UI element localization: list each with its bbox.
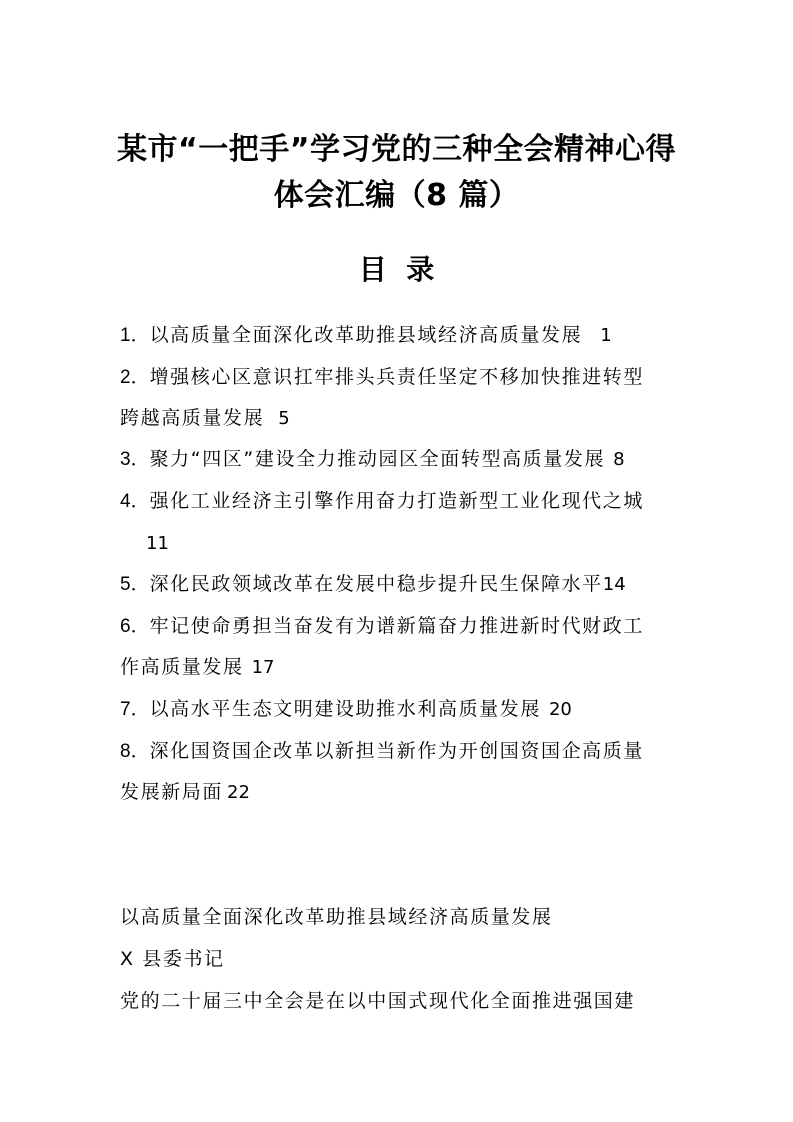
toc-entry-number: 1． <box>120 325 150 346</box>
toc-entry-title: 以高质量全面深化改革助推县域经济高质量发展 <box>149 324 583 346</box>
document-title-line-2: 体会汇编（8 篇） <box>273 178 520 213</box>
toc-entry-page: 17 <box>251 657 275 678</box>
toc-entry-title-line-1: 牢记使命勇担当奋发有为谱新篇奋力推进新时代财政工 <box>149 615 644 637</box>
toc-entry-title: 强化工业经济主引擎作用奋力打造新型工业化现代之城 <box>149 490 644 512</box>
toc-entry-6[interactable] <box>120 613 644 640</box>
toc-entry-page: 1 <box>600 325 612 346</box>
toc-entry-7[interactable] <box>120 696 572 723</box>
toc-entry-number: 2． <box>120 367 150 388</box>
toc-entry-8-continued[interactable] <box>120 779 250 806</box>
toc-entry-2-continued[interactable] <box>120 405 290 432</box>
toc-entry-page: 11 <box>146 533 169 554</box>
toc-entry-3[interactable] <box>120 446 625 473</box>
toc-entry-page: 14 <box>602 574 626 595</box>
toc-entry-number: 5． <box>120 574 150 595</box>
toc-entry-page: 22 <box>227 782 250 803</box>
toc-entry-6-continued[interactable] <box>120 654 275 681</box>
toc-entry-title-line-2: 发展新局面 <box>120 781 224 803</box>
toc-entry-5[interactable] <box>120 571 626 598</box>
toc-entry-page: 8 <box>613 449 625 470</box>
toc-entry-title: 聚力“四区”建设全力推动园区全面转型高质量发展 <box>149 448 606 470</box>
article-paragraph: 党的二十届三中全会是在以中国式现代化全面推进强国建 <box>120 990 636 1012</box>
toc-entry-2[interactable] <box>120 364 644 391</box>
toc-entry-number: 7． <box>120 699 150 720</box>
toc-entry-title: 深化民政领域改革在发展中稳步提升民生保障水平 <box>149 573 603 595</box>
toc-entry-title-line-2: 跨越高质量发展 <box>120 407 265 429</box>
toc-entry-8[interactable] <box>120 738 644 765</box>
toc-entry-title-line-1: 深化国资国企改革以新担当新作为开创国资国企高质量 <box>149 740 644 762</box>
toc-entry-page: 5 <box>278 408 290 429</box>
toc-entry-number: 6． <box>120 616 150 637</box>
toc-entry-title-line-2: 作高质量发展 <box>120 656 244 678</box>
article-author: X 县委书记 <box>120 948 225 970</box>
toc-entry-title-line-1: 增强核心区意识扛牢排头兵责任坚定不移加快推进转型 <box>149 366 644 388</box>
toc-entry-number: 8． <box>120 741 150 762</box>
toc-entry-title: 以高水平生态文明建设助推水利高质量发展 <box>149 698 541 720</box>
toc-heading: 目 录 <box>358 253 435 286</box>
toc-entry-4[interactable] <box>120 488 644 515</box>
toc-entry-4-continued[interactable] <box>146 530 169 557</box>
toc-entry-page: 20 <box>548 699 572 720</box>
document-title-line-1: 某市“一把手”学习党的三种全会精神心得 <box>117 132 676 167</box>
toc-entry-number: 3． <box>120 449 150 470</box>
article-title: 以高质量全面深化改革助推县域经济高质量发展 <box>120 906 553 928</box>
toc-entry-1[interactable] <box>120 322 612 349</box>
toc-entry-number: 4． <box>120 491 150 512</box>
